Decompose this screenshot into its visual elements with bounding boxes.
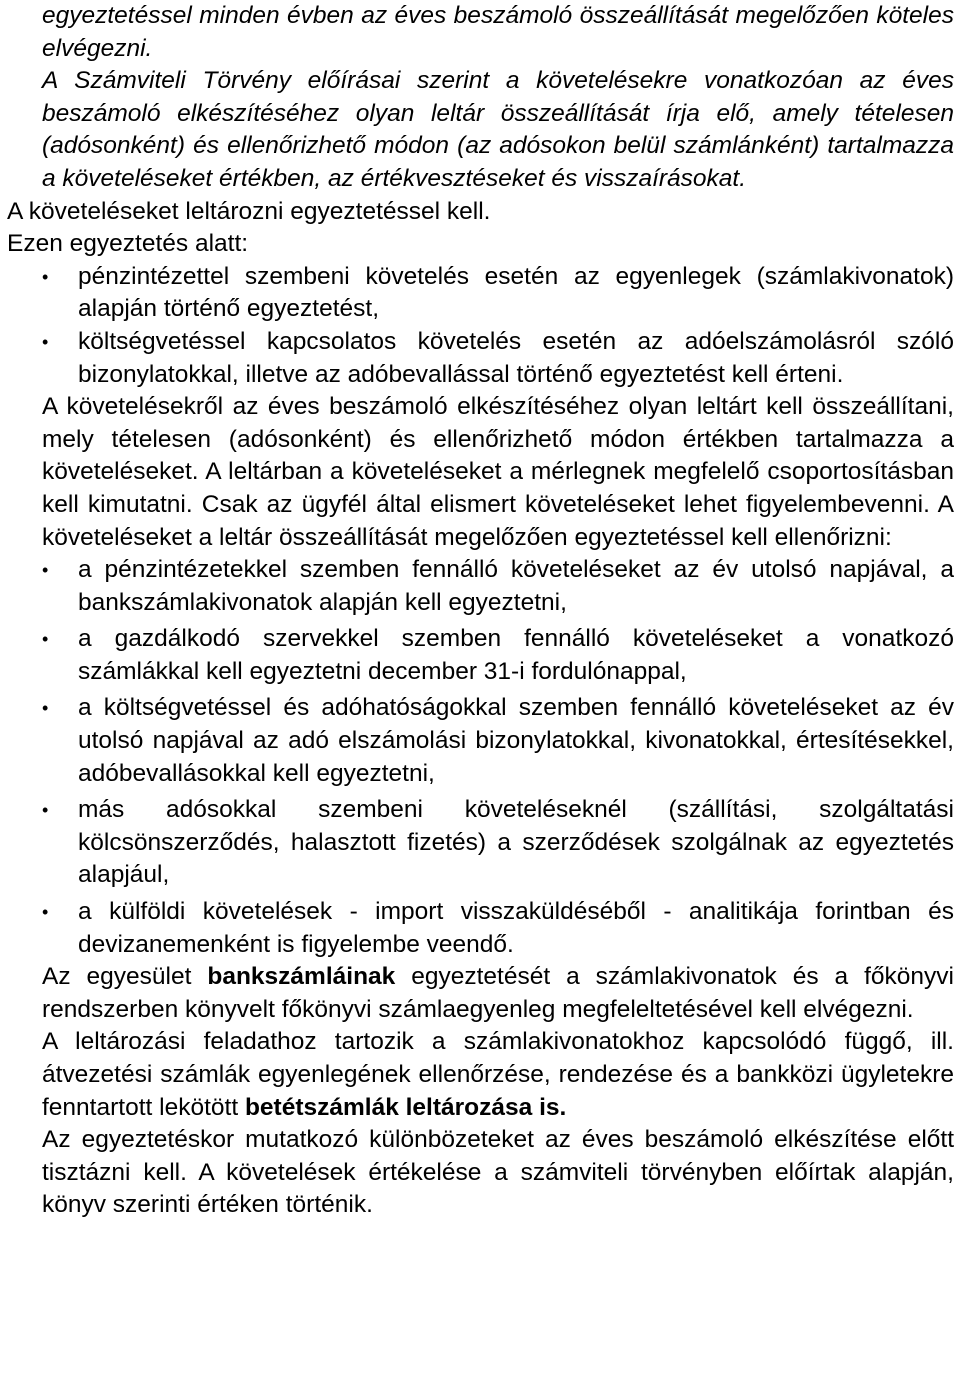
paragraph-reconciliation-required: A követeléseket leltározni egyeztetéssel kell. xyxy=(7,197,491,225)
list-item-text: a pénzintézetekkel szemben fennálló követeléseket az év utolsó napjával, a bankszámlakivonatok alapján kell egyeztetni, xyxy=(78,556,954,616)
list-item xyxy=(42,326,954,391)
bullet-icon: • xyxy=(42,629,49,650)
list-item-text: más adósokkal szembeni követeléseknél (szállítási, szolgáltatási kölcsönszerződés, halasztott fizetés) a szerződések szolgálnak az egyeztetés alapjául, xyxy=(78,796,954,889)
paragraph-differences: Az egyeztetéskor mutatkozó különbözeteket az éves beszámoló elkészítése előtt tisztázni kell. A követelések értékelése a számviteli törvényben előírtak alapján, könyv szerinti értéken történik. xyxy=(42,1126,954,1219)
paragraph-text: egyeztetését a számlakivonatok és a főkönyvi rendszerben könyvelt főkönyvi számlaegyenleg megfeleltetésével kell elvégezni. xyxy=(42,963,954,1023)
list-item-text: a gazdálkodó szervekkel szemben fennálló követeléseket a vonatkozó számlákkal kell egyeztetni december 31-i fordulónappal, xyxy=(78,625,954,685)
bullet-icon: • xyxy=(42,560,49,581)
list-item-text: a költségvetéssel és adóhatóságokkal szemben fennálló követeléseket az év utolsó napjával az adó elszámolási bizonylatokkal, kivonatokkal, értesítésekkel, adóbevallásokkal kell egyeztetni, xyxy=(78,694,954,787)
paragraph-text: Az egyesület xyxy=(42,963,208,991)
bullet-icon: • xyxy=(42,800,49,821)
list-item xyxy=(42,623,954,688)
paragraph-bank-accounts xyxy=(42,961,954,1026)
paragraph-text: A leltározási feladathoz tartozik a számlakivonatokhoz kapcsolódó függő, ill. átvezetési számlák egyenlegének ellenőrzése, rendezése és a bankközi ügyletekre fenntartott lekötött xyxy=(42,1028,954,1121)
bullet-icon: • xyxy=(42,331,49,352)
verification-list xyxy=(42,554,954,961)
reconciliation-list xyxy=(42,261,954,391)
bold-term: betétszámlák leltározása is. xyxy=(244,1093,567,1121)
bullet-icon: • xyxy=(42,698,49,719)
list-item xyxy=(42,261,954,326)
list-item xyxy=(42,692,954,790)
list-item-text: költségvetéssel kapcsolatos követelés esetén az adóelszámolásról szóló bizonylatokkal, illetve az adóbevallással történő egyeztetést kell érteni. xyxy=(78,327,954,388)
list-item-text: pénzintézettel szembeni követelés esetén az egyenlegek (számlakivonatok) alapján történő egyeztetést, xyxy=(78,262,954,323)
list-item xyxy=(42,554,954,619)
bullet-icon: • xyxy=(42,266,49,287)
list-item-text: a külföldi követelések - import visszaküldéséből - analitikája forintban és devizanemenként is figyelembe veendő. xyxy=(78,898,954,958)
bold-term: bankszámláinak xyxy=(207,963,396,991)
paragraph-inventory: A követelésekről az éves beszámoló elkészítéséhez olyan leltárt kell összeállítani, mely tételesen (adósonként) és ellenőrizhető módon értékben tartalmazza a követeléseket. A leltárban a követeléseket a mérlegnek megfelelő csoportosításban kell kimutatni. Csak az ügyfél által elismert követeléseket lehet figyelembevenni. A követeléseket a leltár összeállítását megelőzően egyeztetéssel kell ellenőrizni: xyxy=(42,393,954,551)
paragraph-inventory-task xyxy=(42,1026,954,1124)
list-item xyxy=(42,794,954,892)
paragraph-intro-continuation: egyeztetéssel minden évben az éves beszámoló összeállítását megelőzően köteles elvégezni. xyxy=(42,2,954,62)
list-item xyxy=(42,896,954,961)
paragraph-accounting-law: A Számviteli Törvény előírásai szerint a követelésekre vonatkozóan az éves beszámoló elkészítéséhez olyan leltár összeállítását írja elő, amely tételesen (adósonként) és ellenőrizhető módon (az adósokon belül számlánként) tartalmazza a követeléseket értékben, az értékvesztéseket és visszaírásokat. xyxy=(42,67,954,192)
bullet-icon: • xyxy=(42,902,49,923)
paragraph-reconciliation-intro: Ezen egyeztetés alatt: xyxy=(7,230,249,258)
